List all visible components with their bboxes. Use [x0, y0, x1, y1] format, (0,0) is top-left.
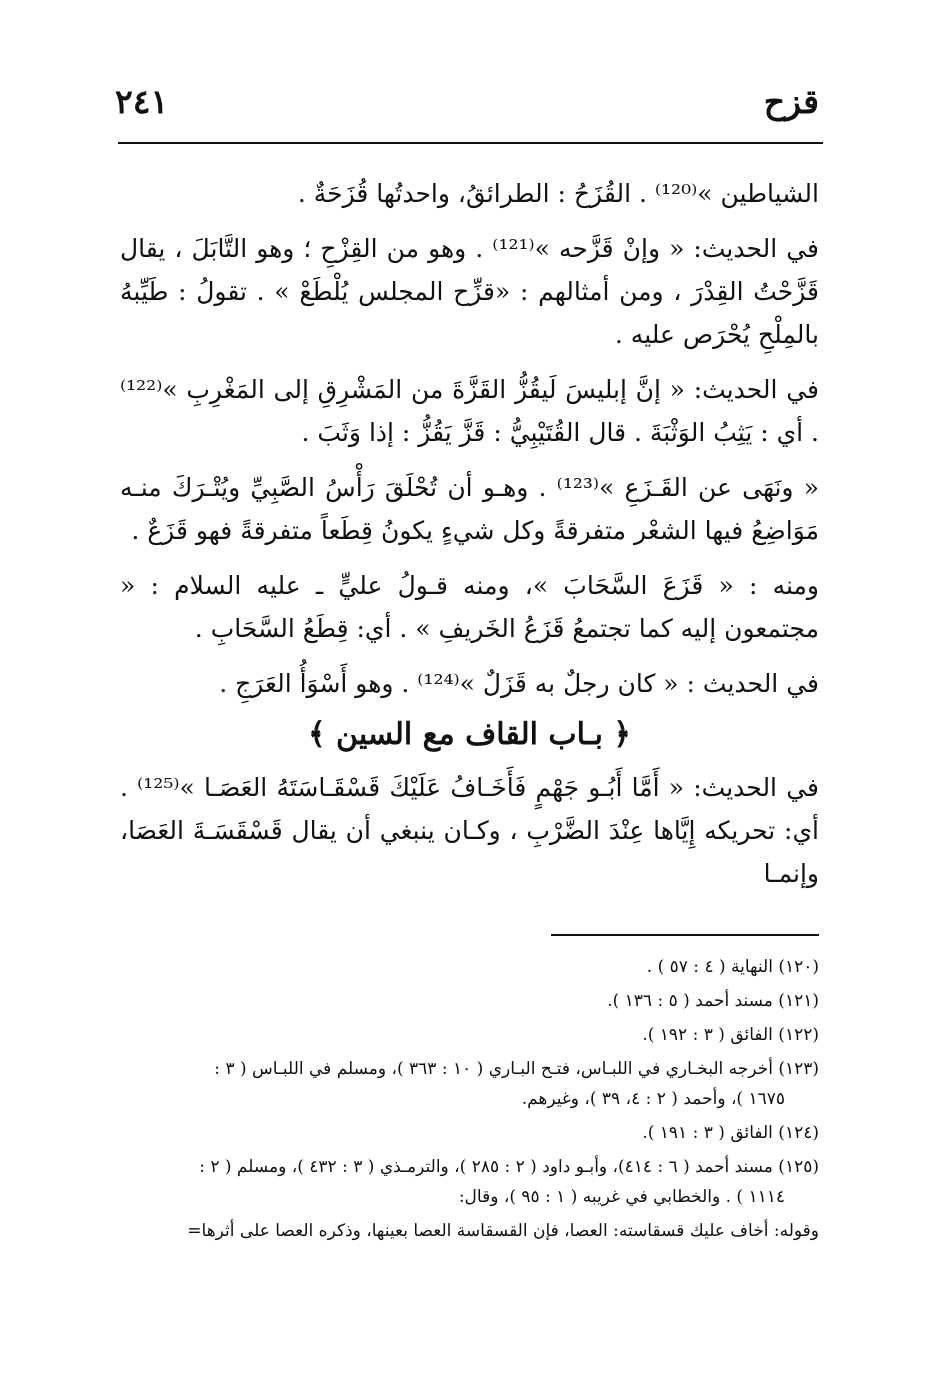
main-text — [120, 172, 819, 907]
footnote-line: (١٢٥) مسند أحمد ( ٦ : ٤١٤)، وأبـو داود ( ٢ : ٢٨٥ )، والترمـذي ( ٣ : ٤٣٢ )، ومسلم ( ٢ : — [199, 1157, 819, 1177]
footnote-continuation: ١٦٧٥ )، وأحمد ( ٢ : ٤، ٣٩ )، وغيرهم. — [521, 1089, 785, 1109]
footnote — [118, 1054, 819, 1114]
paragraph: الشياطين »⁽¹²⁰⁾ . القُزَحُ : الطرائقُ، واحدتُها قُزَحَةٌ . — [297, 179, 819, 208]
paragraph: في الحديث: « إنَّ إبليسَ لَيقُزُّ القَزَّةَ من المَشْرِقِ إلى المَغْرِبِ »⁽¹²²⁾ . أي : يَثِبُ الوَثْبَةَ . قال القُتَيْبِيُّ : قَزَّ يَقُزُّ : إذا وَثَبَ . — [120, 375, 819, 447]
footnote-line: (١٢٣) أخرجه البخـاري في اللبـاس، فتـح البـاري ( ١٠ : ٣٦٣ )، ومسلم في اللبـاس ( ٣ : — [214, 1059, 819, 1079]
header-divider — [118, 142, 823, 144]
section-heading: ﴿ بـاب القاف مع السين ﴾ — [308, 717, 631, 752]
paragraph: « ونَهَى عن القَـزَعِ »⁽¹²³⁾ . وهـو أن تُحْلَقَ رَأْسُ الصَّبِيِّ ويُتْـرَكَ منـه مَوَاضِعُ فيها الشعْر متفرقةً وكل شيءٍ يكونُ قِطَعاً متفرقةً فهو قَزَعٌ . — [120, 473, 819, 545]
footnote: (١٢٠) النهاية ( ٤ : ٥٧ ) . — [646, 957, 819, 977]
paragraph: ومنه : « قَزَعَ السَّحَابَ »، ومنه قـولُ عليٍّ ـ عليه السلام : « مجتمعون إليه كما تجتمعُ قَزَعُ الخَريفِ » . أي: قِطَعُ السَّحَابِ . — [120, 571, 819, 643]
footnote: (١٢٢) الفائق ( ٣ : ١٩٢ ). — [642, 1025, 819, 1045]
page-number: ٢٤١ — [115, 82, 169, 121]
footnote: (١٢٤) الفائق ( ٣ : ١٩١ ). — [642, 1123, 819, 1143]
running-header-title: قزح — [763, 82, 819, 121]
paragraph: في الحديث: « أَمَّا أَبُـو جَهْمٍ فَأَخَـافُ عَلَيْكَ قَسْقَـاسَتَهُ العَصَـا »⁽¹²⁵⁾ . أي: تحريكه إِيَّاها عِنْدَ الضَّرْبِ ، وكـان ينبغي أن يقال قَسْقَسَـةَ العَصَا، وإنمـا — [120, 773, 819, 888]
footnote — [118, 1152, 819, 1212]
paragraph: في الحديث : « كان رجلٌ به قَزَلٌ »⁽¹²⁴⁾ . وهو أَسْوَأُ العَرَجِ . — [219, 669, 819, 698]
footnote-divider — [551, 934, 819, 936]
footnote-continuation: ١١١٤ ) . والخطابي في غريبه ( ١ : ٩٥ )، وقال: — [458, 1187, 785, 1207]
paragraph: في الحديث: « وإنْ قَزَّحه »⁽¹²¹⁾ . وهو من القِزْحِ ؛ وهو التَّابَلَ ، يقال قَزَّحْتُ القِدْرَ ، ومن أمثالهم : «قزِّح المجلس يُلْطَعْ » . تقولُ : طَيِّبهُ بالمِلْحِ يُحْرَص عليه . — [120, 234, 819, 349]
footnote: (١٢١) مسند أحمد ( ٥ : ١٣٦ ). — [607, 991, 819, 1011]
footnote: وقوله: أخاف عليك قسقاسته: العصا، فإن القسقاسة العصا بعينها، وذكره العصا على أثرها= — [187, 1221, 819, 1241]
footnotes — [118, 952, 819, 1250]
